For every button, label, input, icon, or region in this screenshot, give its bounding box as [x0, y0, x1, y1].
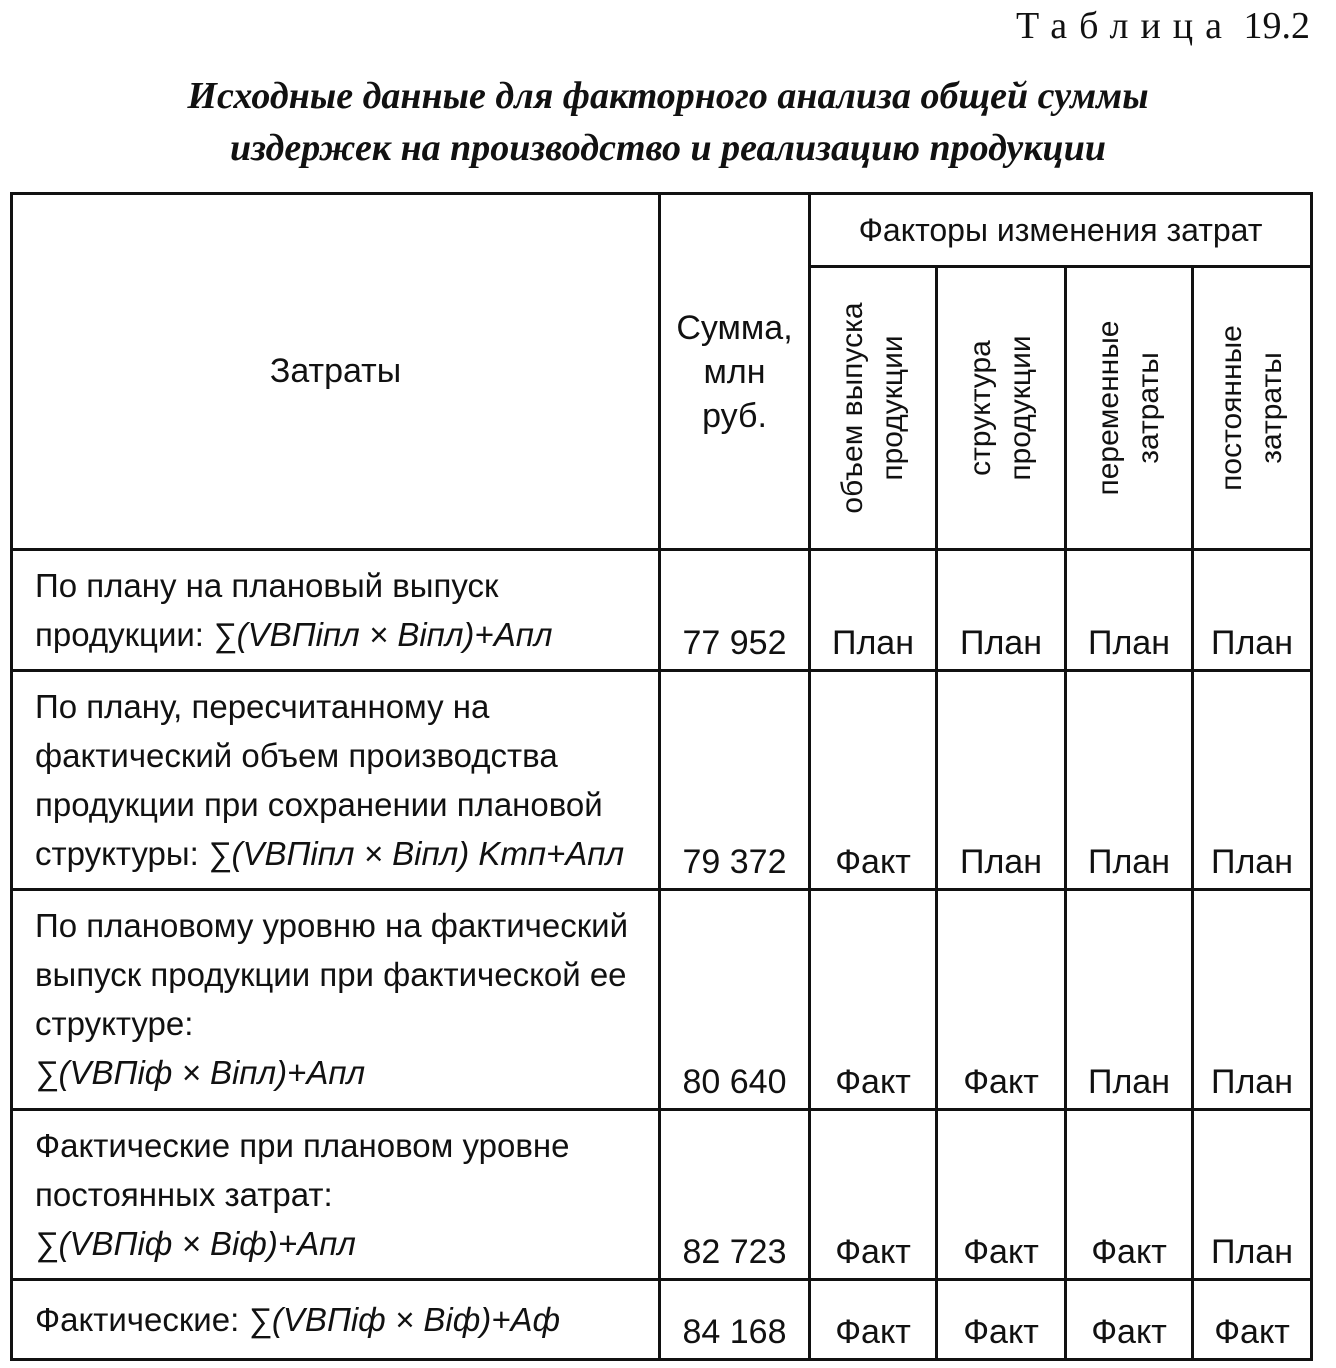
row-sum: 82 723 — [660, 1110, 810, 1280]
row-mark: Факт — [1066, 1110, 1193, 1280]
row-mark: План — [1066, 550, 1193, 671]
header-costs: Затраты — [12, 194, 660, 550]
row-mark: Факт — [937, 1280, 1066, 1360]
row-mark: Факт — [810, 1280, 937, 1360]
row-sum: 84 168 — [660, 1280, 810, 1360]
row-label — [12, 671, 660, 890]
title-line-2: издержек на производство и реализацию продукции — [230, 127, 1106, 169]
row-mark: Факт — [810, 890, 937, 1110]
row-label — [12, 1280, 660, 1360]
row-mark: План — [1193, 890, 1312, 1110]
row-mark: Факт — [810, 671, 937, 890]
row-mark: Факт — [1066, 1280, 1193, 1360]
row-sum: 80 640 — [660, 890, 810, 1110]
header-factor-volume — [810, 267, 937, 550]
table-row — [12, 671, 1312, 890]
row-mark: План — [1193, 1110, 1312, 1280]
row-formula: ∑(VBПiпл × Biпл)+Aпл — [213, 616, 553, 653]
row-label-text: По плановому уровню на фактический выпуск продукции при фактической ее структуре: — [35, 907, 629, 1042]
row-label-text: Фактические: — [35, 1301, 249, 1338]
header-row-1 — [12, 194, 1312, 267]
data-table — [10, 192, 1313, 1361]
table-row — [12, 890, 1312, 1110]
row-formula: ∑(VBПiпл × Biпл) Kтп+Aпл — [207, 835, 625, 872]
header-factor-fixed-text: постоянные затраты — [1215, 325, 1288, 491]
header-factor-variable-text: переменные затраты — [1092, 320, 1165, 496]
row-mark: Факт — [810, 1110, 937, 1280]
row-mark: План — [1193, 671, 1312, 890]
row-mark: Факт — [937, 1110, 1066, 1280]
row-mark: План — [810, 550, 937, 671]
header-factor-structure-text: структура продукции — [964, 335, 1037, 481]
table-row — [12, 1110, 1312, 1280]
title-line-1: Исходные данные для факторного анализа общей суммы — [187, 75, 1149, 117]
row-label — [12, 1110, 660, 1280]
table-label-number: 19.2 — [1243, 5, 1310, 47]
row-mark: План — [937, 671, 1066, 890]
row-formula: ∑(VBПiф × Biф)+Aпл — [35, 1225, 356, 1262]
header-factor-structure — [937, 267, 1066, 550]
row-label-text: Фактические при плановом уровне постоянных затрат: — [35, 1127, 570, 1213]
row-mark: План — [1193, 550, 1312, 671]
row-mark: План — [1066, 890, 1193, 1110]
row-label — [12, 890, 660, 1110]
table-label — [1016, 4, 1310, 48]
row-label — [12, 550, 660, 671]
row-formula: ∑(VBПiф × Biф)+Aф — [248, 1301, 561, 1338]
row-mark: Факт — [937, 890, 1066, 1110]
header-factor-variable — [1066, 267, 1193, 550]
table-label-word: Таблица — [1015, 5, 1234, 47]
table-row — [12, 1280, 1312, 1360]
header-sum: Сумма, млн руб. — [660, 194, 810, 550]
table-title — [0, 70, 1336, 174]
header-factor-fixed — [1193, 267, 1312, 550]
row-formula: ∑(VBПiф × Biпл)+Aпл — [35, 1054, 366, 1091]
header-factor-volume-text: объем выпуска продукции — [836, 302, 909, 514]
row-sum: 79 372 — [660, 671, 810, 890]
row-mark: План — [937, 550, 1066, 671]
row-sum: 77 952 — [660, 550, 810, 671]
header-factors-group: Факторы изменения затрат — [810, 194, 1312, 267]
row-mark: Факт — [1193, 1280, 1312, 1360]
row-label-text: По плану, пересчитанному на фактический объем производства продукции при сохранении плановой структуры: — [35, 688, 603, 872]
row-mark: План — [1066, 671, 1193, 890]
table-row — [12, 550, 1312, 671]
row-label-text: По плану на плановый выпуск продукции: — [35, 567, 499, 653]
